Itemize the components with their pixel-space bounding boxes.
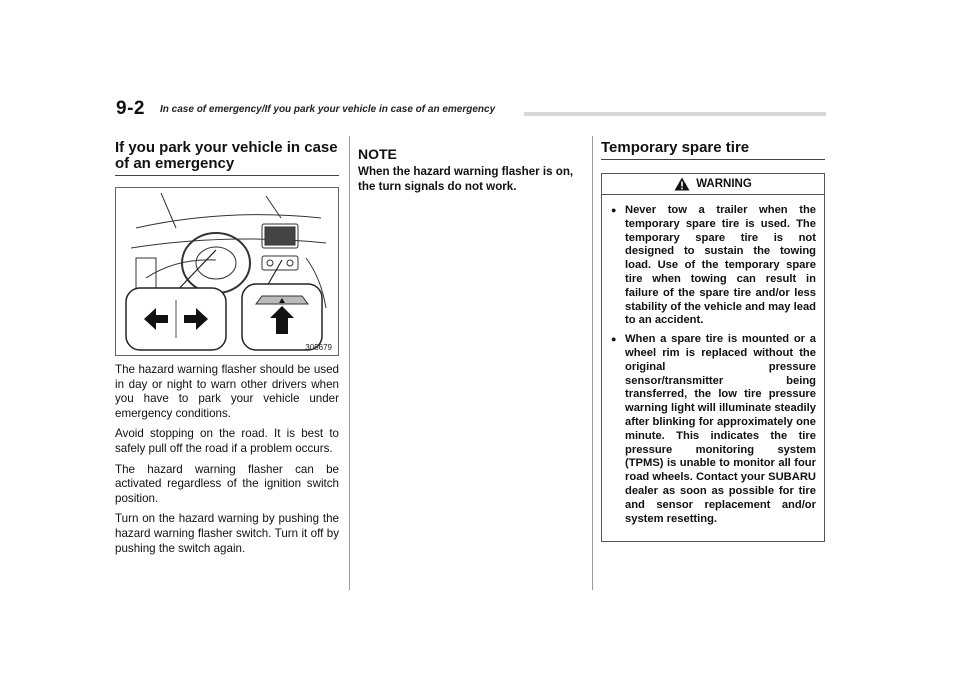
header-rule (524, 112, 826, 116)
warning-text: When a spare tire is mounted or a wheel rim is replaced without the original pressure sensor/transmitter being transferred, the low tire pressure warning light will illuminate steadily after blinking for approximately one minute. This indicates the tire pressure monitoring system (TPMS) is unable to monitor all four road wheels. Contact your SUBARU dealer as soon as possible for tire and sensor replacement and/or system resetting. (625, 333, 816, 525)
body-paragraph: Avoid stopping on the road. It is best to safely pull off the road if a problem occurs. (115, 427, 339, 455)
warning-list (602, 204, 824, 526)
warning-label: WARNING (696, 178, 752, 190)
chapter-title: In case of emergency/If you park your vehicle in case of an emergency (160, 104, 496, 115)
warning-triangle-icon (674, 177, 690, 191)
figure-code: 305679 (305, 343, 332, 352)
warning-header (602, 174, 824, 195)
warning-item (602, 204, 824, 328)
right-column (601, 140, 825, 542)
page-number: 9-2 (116, 98, 145, 119)
section-heading-spare-tire: Temporary spare tire (601, 140, 825, 160)
warning-item (602, 333, 824, 526)
dashboard-illustration (116, 188, 338, 355)
hazard-figure (115, 187, 339, 356)
body-paragraph: The hazard warning flasher should be used in day or night to warn other drivers when you have to park your vehicle under emergency conditions. (115, 363, 339, 420)
column-divider-2 (592, 136, 593, 590)
section-heading-park: If you park your vehicle in case of an emergency (115, 140, 339, 176)
body-paragraph: The hazard warning flasher can be activated regardless of the ignition switch position. (115, 462, 339, 505)
bullet-icon: ● (611, 334, 617, 345)
left-column (115, 140, 339, 562)
bullet-icon: ● (611, 205, 617, 215)
note-title: NOTE (358, 146, 397, 162)
page-header (116, 98, 826, 120)
column-divider-1 (349, 136, 350, 590)
note-text: When the hazard warning flasher is on, the turn signals do not work. (358, 165, 574, 193)
middle-column (358, 140, 584, 194)
warning-text: Never tow a trailer when the temporary spare tire is used. The temporary spare tire is not designed to sustain the towing load. Use of the temporary spare tire when towing can result in failure of the spare tire and/or less stability of the vehicle and may lead to an accident. (625, 204, 816, 327)
body-paragraph: Turn on the hazard warning by pushing the hazard warning flasher switch. Turn it off by pushing the switch again. (115, 512, 339, 555)
warning-box (601, 173, 825, 542)
